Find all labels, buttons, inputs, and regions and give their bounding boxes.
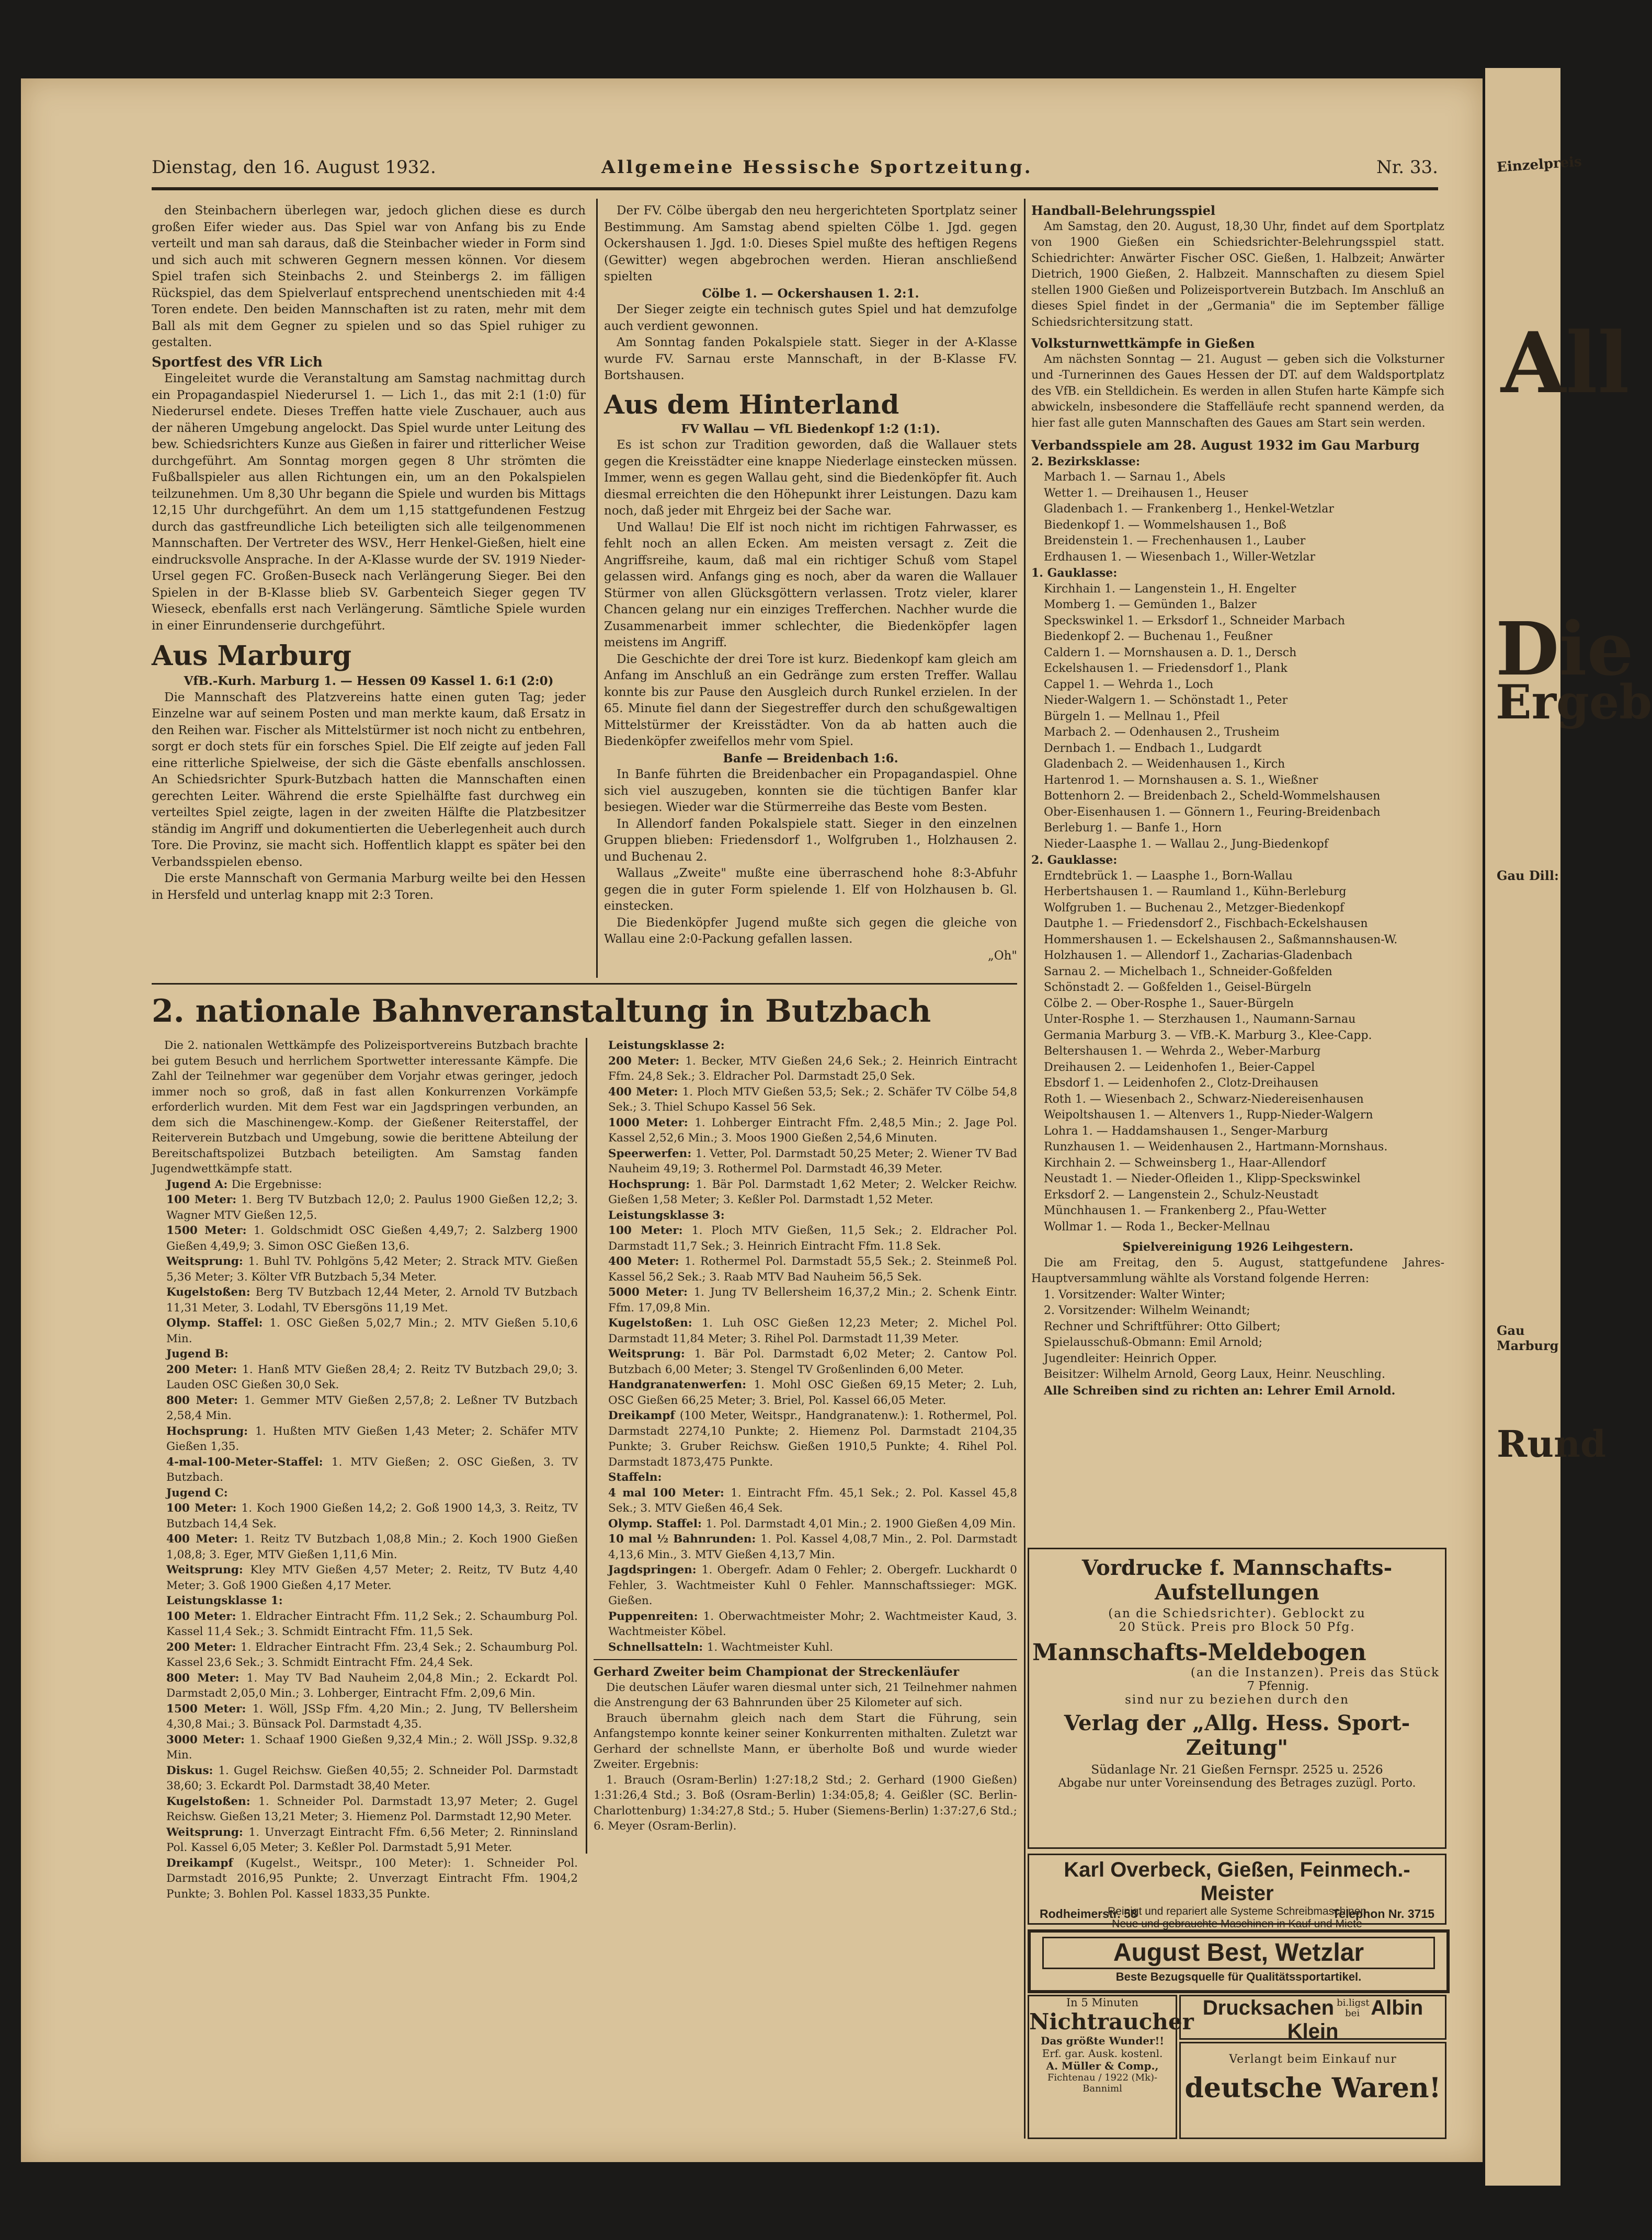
- facing-page-headline: Ergeb: [1496, 675, 1652, 730]
- author-signature: „Oh": [987, 948, 1017, 963]
- facing-page-section: Gau Dill:: [1497, 868, 1559, 883]
- result-entry: [152, 1192, 578, 1223]
- result-entry: [152, 1424, 578, 1455]
- result-event: 800 Meter:: [166, 1671, 247, 1685]
- result-text: 1. OSC Gießen 5,02,7 Min.; 2. MTV Gießen 5.10,6 Min.: [166, 1317, 578, 1345]
- result-text: 1. Pol. Darmstadt 4,01 Min.; 2. 1900 Gießen 4,09 Min.: [705, 1517, 1016, 1530]
- result-event: 1500 Meter:: [166, 1224, 254, 1237]
- ad-deutsche-waren: [1179, 2042, 1446, 2139]
- result-event: 200 Meter:: [166, 1640, 241, 1654]
- result-text: 1. Pol. Kassel 4,08,7 Min., 2. Pol. Darmstadt 4,13,6 Min., 3. MTV Gießen 4,13,7 Min.: [608, 1533, 1017, 1561]
- result-event: Dreikampf: [166, 1856, 246, 1870]
- result-event: 100 Meter:: [166, 1609, 241, 1623]
- result-entry: [594, 1316, 1017, 1346]
- article-paragraph: Am nächsten Sonntag — 21. August — geben sich die Volksturner und -Turnerinnen des Gaues Hessen der DT. auf dem Waldsportplatz des VfB. ein Stelldichein. Es werden in allen Stufen harte Kämpfe sich abwickeln, insbesondere die Staffelläufe recht spannend werden, da hier fast alle guten Mannschaften des Gaues am Start sein werden.: [1031, 352, 1444, 430]
- league-heading: 2. Gauklasse:: [1031, 853, 1118, 867]
- article-paragraph: Die am Freitag, den 5. August, stattgefundene Jahres-Hauptversammlung wählte als Vorstand folgende Herren:: [1031, 1256, 1444, 1285]
- ad-text: In 5 Minuten: [1066, 1996, 1139, 2009]
- result-event: Jagdspringen:: [608, 1563, 702, 1576]
- result-entry: [594, 1054, 1017, 1084]
- result-entry: [152, 1732, 578, 1763]
- result-entry: [152, 1393, 578, 1424]
- result-entry: [594, 1470, 1017, 1485]
- ad-text: Verlangt beim Einkauf nur: [1229, 2053, 1397, 2066]
- list-item: Kirchhain 1. — Langenstein 1., H. Engelter: [1044, 582, 1296, 596]
- result-text: 1. Rothermel Pol. Darmstadt 55,5 Sek.; 2. Steinmeß Pol. Kassel 56,2 Sek.; 3. Raab MTV Bad Nauheim 56,5 Sek.: [608, 1255, 1018, 1284]
- ad-nichtraucher: [1028, 1995, 1194, 2139]
- result-entry: [152, 1763, 578, 1794]
- result-text: 1. May TV Bad Nauheim 2,04,8 Min.; 2. Eckardt Pol. Darmstadt 2,05,0 Min.; 3. Lohberger, Eintracht Ffm. 2,09,6 Min.: [166, 1671, 578, 1700]
- ad-text: bi.ligst bei: [1337, 1997, 1370, 2019]
- list-item: Kirchhain 2. — Schweinsberg 1., Haar-Allendorf: [1044, 1156, 1326, 1170]
- result-text: Berg TV Butzbach 12,44 Meter, 2. Arnold TV Butzbach 11,31 Meter, 3. Lodahl, TV Ebersgöns 11,19 Met.: [166, 1286, 578, 1315]
- list-item: Dreihausen 2. — Leidenhofen 1., Beier-Cappel: [1044, 1060, 1315, 1074]
- result-event: Olymp. Staffel:: [166, 1317, 270, 1330]
- result-text: Kley MTV Gießen 4,57 Meter; 2. Reitz, TV Butz 4,40 Meter; 3. Goß 1900 Gießen 4,17 Meter.: [166, 1563, 578, 1592]
- list-item: Sarnau 2. — Michelbach 1., Schneider-Goßfelden: [1044, 965, 1332, 978]
- result-text: 1. Bär Pol. Darmstadt 6,02 Meter; 2. Cantow Pol. Butzbach 6,00 Meter; 3. Stengel TV Großenlinden 6,00 Meter.: [608, 1347, 1018, 1376]
- list-item: Herbertshausen 1. — Raumland 1., Kühn-Berleburg: [1044, 885, 1347, 898]
- ad-text: Fichtenau / 1922 (Mk)-Banniml: [1047, 2072, 1158, 2094]
- result-event: Handgranatenwerfen:: [608, 1378, 754, 1391]
- list-item: Dautphe 1. — Friedensdorf 2., Fischbach-Eckelshausen: [1044, 917, 1368, 930]
- list-item: Dernbach 1. — Endbach 1., Ludgardt: [1044, 741, 1262, 755]
- list-item: Wollmar 1. — Roda 1., Becker-Mellnau: [1044, 1220, 1270, 1233]
- result-entry: [152, 1485, 578, 1501]
- result-text: 1. Berg TV Butzbach 12,0; 2. Paulus 1900 Gießen 12,2; 3. Wagner MTV Gießen 12,5.: [166, 1193, 578, 1222]
- list-item: Bottenhorn 2. — Breidenbach 2., Scheld-Wommelshausen: [1044, 790, 1381, 803]
- list-item: 1. Vorsitzender: Walter Winter;: [1044, 1288, 1226, 1301]
- result-entry: [594, 1485, 1017, 1516]
- result-event: Weitsprung:: [166, 1255, 248, 1268]
- result-event: Staffeln:: [608, 1471, 662, 1484]
- article-paragraph: In Banfe führten die Breidenbacher ein Propagandaspiel. Ohne sich viel auszugeben, konnten sie die tüchtigen Banfer klar besiegen. Wieder war die Stürmerreihe das Beste vom Besten.: [604, 768, 1017, 814]
- result-text: 1. Schneider Pol. Darmstadt 13,97 Meter; 2. Gugel Reichsw. Gießen 13,21 Meter; 3. Hiemenz Pol. Darmstadt 12,90 Meter.: [166, 1795, 578, 1823]
- list-item: Biedenkopf 2. — Buchenau 1., Feußner: [1044, 630, 1273, 643]
- ad-address: Südanlage Nr. 21 Gießen Fernspr. 2525 u. 2526: [1091, 1763, 1383, 1777]
- result-event: Kugelstoßen:: [166, 1795, 259, 1808]
- ad-title: Verlag der „Allg. Hess. Sport-Zeitung": [1064, 1711, 1410, 1760]
- article-paragraph: Wallaus „Zweite" mußte eine überraschend hohe 8:3-Abfuhr gegen die in guter Form spielende 1. Elf von Holzhausen b. Gl. einstecken.: [604, 866, 1017, 913]
- list-item: Germania Marburg 3. — VfB.-K. Marburg 3., Klee-Capp.: [1044, 1028, 1372, 1042]
- result-entry: [152, 1794, 578, 1825]
- list-item: Cappel 1. — Wehrda 1., Loch: [1044, 678, 1214, 691]
- result-event: Leistungsklasse 2:: [608, 1039, 725, 1052]
- result-entry: [594, 1115, 1017, 1146]
- result-event: 3000 Meter:: [166, 1733, 250, 1746]
- ad-text: (an die Instanzen). Preis das Stück: [1190, 1666, 1440, 1679]
- result-text: 1. Obergefr. Adam 0 Fehler; 2. Obergefr. Luckhardt 0 Fehler, 3. Wachtmeister Kuhl 0 Fehler. Mannschaftssieger: MGK. Gießen.: [608, 1563, 1017, 1607]
- article-heading: Handball-Belehrungsspiel: [1031, 203, 1216, 218]
- result-event: 4-mal-100-Meter-Staffel:: [166, 1455, 332, 1469]
- ad-text: Erf. gar. Ausk. kostenl.: [1042, 2047, 1163, 2060]
- column-divider: [1024, 199, 1026, 2139]
- result-entry: [594, 1285, 1017, 1316]
- bahn-headline: 2. nationale Bahnveranstaltung in Butzbach: [152, 993, 931, 1030]
- article-paragraph: Am Sonntag fanden Pokalspiele statt. Sieger in der A-Klasse wurde FV. Sarnau erste Mannschaft, in der B-Klasse FV. Bortshausen.: [604, 336, 1017, 382]
- result-event: 100 Meter:: [166, 1502, 242, 1515]
- result-entry: [152, 1177, 578, 1193]
- list-item: Nieder-Laasphe 1. — Wallau 2., Jung-Biedenkopf: [1044, 837, 1328, 851]
- ad-text: Reinigt und repariert alle Systeme Schreibmaschinen: [1108, 1905, 1366, 1917]
- article-heading: Sportfest des VfR Lich: [152, 354, 323, 370]
- ad-title: Mannschafts-Meldebogen: [1032, 1639, 1366, 1666]
- list-item: Bürgeln 1. — Mellnau 1., Pfeil: [1044, 710, 1220, 723]
- result-entry: [152, 1285, 578, 1316]
- list-item: Marbach 2. — Odenhausen 2., Trusheim: [1044, 726, 1280, 739]
- list-item: Nieder-Walgern 1. — Schönstadt 1., Peter: [1044, 694, 1288, 707]
- issue-date: Dienstag, den 16. August 1932.: [152, 157, 436, 178]
- facing-page-section: Gau Marburg: [1497, 1323, 1559, 1353]
- result-event: Leistungsklasse 3:: [608, 1208, 725, 1222]
- result-entry: [152, 1455, 578, 1485]
- article-paragraph: Die erste Mannschaft von Germania Marburg weilte bei den Hessen in Hersfeld und unterlag knapp mit 2:3 Toren.: [152, 872, 586, 902]
- result-event: 400 Meter:: [608, 1085, 682, 1099]
- article-column-2: [604, 203, 1017, 964]
- issue-number: Nr. 33.: [1376, 157, 1438, 178]
- list-item: Hartenrod 1. — Mornshausen a. S. 1., Wießner: [1044, 773, 1318, 787]
- result-event: 1000 Meter:: [608, 1116, 695, 1129]
- result-event: Weitsprung:: [166, 1825, 249, 1839]
- result-text: 1. Koch 1900 Gießen 14,2; 2. Goß 1900 14,3, 3. Reitz, TV Butzbach 14,4 Sek.: [166, 1502, 578, 1530]
- result-text: 1. Buhl TV. Pohlgöns 5,42 Meter; 2. Strack MTV. Gießen 5,36 Meter; 3. Költer VfR Butzbach 5,34 Meter.: [166, 1255, 578, 1284]
- article-paragraph: Eingeleitet wurde die Veranstaltung am Samstag nachmittag durch ein Propagandaspiel Niederursel 1. — Lich 1., das mit 2:1 (1:0) für Niederursel endete. Dieses Treffen hatte viele Zuschauer, auch aus der näheren Umgebung angelockt. Das Spiel wurde unter Leitung des bew. Schiedsrichters Kunze aus Gießen in fairer und ritterlicher Weise durchgeführt. Am Sonntag morgen gegen 8 Uhr strömten die Fußballspieler aus allen Richtungen ein, um an den Pokalspielen teilzunehmen. Um 8,30 Uhr begann die Spiele und wurden bis Mittags 12,15 Uhr durchgeführt. An dem um 1,15 stattgefundenen Festzug durch das gastfreundliche Lich beteiligten sich alle teilgenommenen Mannschaften. Der Vertreter des WSV., Herr Henkel-Gießen, hielt eine eindrucksvolle Ansprache. In der A-Klasse wurde der SV. 1919 Nieder-Ursel gegen FC. Großen-Buseck nach Verlängerung Sieger. Bei den Spielen in der B-Klasse blieb SV. Garbenteich Sieger gegen TV Wieseck, ebenfalls erst nach Verlängerung. Sämtliche Spiele wurden in einer Einrundenserie durchgeführt.: [152, 372, 586, 633]
- result-text: 1. Lohberger Eintracht Ffm. 2,48,5 Min.; 2. Jage Pol. Kassel 2,52,6 Min.; 3. Moos 1900 Gießen 2,54,6 Minuten.: [608, 1116, 1017, 1145]
- results-list: [152, 1177, 578, 1902]
- ad-phone: Telephon Nr. 3715: [1332, 1907, 1434, 1921]
- result-text: 1. Luh OSC Gießen 12,23 Meter; 2. Michel Pol. Darmstadt 11,84 Meter; 3. Rihel Pol. Darmstadt 11,39 Meter.: [608, 1317, 1017, 1345]
- ad-address: Rodheimerstr. 58: [1040, 1907, 1137, 1921]
- result-entry: [152, 1223, 578, 1254]
- column-divider: [596, 199, 598, 978]
- result-entry: [152, 1501, 578, 1532]
- result-entry: [152, 1346, 578, 1362]
- list-item: Holzhausen 1. — Allendorf 1., Zacharias-Gladenbach: [1044, 949, 1353, 962]
- list-item: Gladenbach 1. — Frankenberg 1., Henkel-Wetzlar: [1044, 502, 1334, 516]
- result-text: 1. Eldracher Eintracht Ffm. 11,2 Sek.; 2. Schaumburg Pol. Kassel 11,4 Sek.; 3. Schmidt Eintracht Ffm. 11,5 Sek.: [166, 1609, 578, 1638]
- list-item: Erdhausen 1. — Wiesenbach 1., Willer-Wetzlar: [1044, 550, 1316, 564]
- result-entry: [594, 1177, 1017, 1208]
- result-text: 1. Oberwachtmeister Mohr; 2. Wachtmeister Kaud, 3. Wachtmeister Köbel.: [608, 1609, 1017, 1638]
- list-item: Unter-Rosphe 1. — Sterzhausen 1., Naumann-Sarnau: [1044, 1013, 1356, 1026]
- list-item: Ober-Eisenhausen 1. — Gönnern 1., Feuring-Breidenbach: [1044, 805, 1381, 819]
- article-paragraph: Brauch übernahm gleich nach dem Start die Führung, sein Anfangstempo konnte keiner seiner Konkurrenten mithalten. Zuletzt war Gerhard der schnellste Mann, er überholte Boß und wurde wieder Zweiter. Ergebnis:: [594, 1711, 1017, 1771]
- result-event: 200 Meter:: [166, 1363, 243, 1376]
- result-text: 1. Goldschmidt OSC Gießen 4,49,7; 2. Salzberg 1900 Gießen 4,49,9; 3. Simon OSC Gießen 13,6.: [166, 1224, 578, 1253]
- ad-text: (an die Schiedsrichter). Geblockt zu: [1108, 1607, 1366, 1620]
- list-item: Hommershausen 1. — Eckelshausen 2., Saßmannshausen-W.: [1044, 933, 1398, 946]
- result-entry: [594, 1640, 1017, 1655]
- article-column-3: [1031, 203, 1444, 1399]
- match-result: Banfe — Breidenbach 1:6.: [723, 751, 898, 765]
- list-item: Neustadt 1. — Nieder-Ofleiden 1., Klipp-Speckswinkel: [1044, 1172, 1361, 1185]
- list-item: Rechner und Schriftführer: Otto Gilbert;: [1044, 1320, 1281, 1333]
- result-event: 1500 Meter:: [166, 1702, 253, 1716]
- ad-publisher-forms: [1028, 1548, 1446, 1849]
- list-item: Beisitzer: Wilhelm Arnold, Georg Laux, Heinr. Neuschling.: [1044, 1368, 1385, 1381]
- ad-text: 7 Pfennig.: [1247, 1679, 1309, 1693]
- result-text: 1. Eintracht Ffm. 45,1 Sek.; 2. Pol. Kassel 45,8 Sek.; 3. MTV Gießen 46,4 Sek.: [608, 1486, 1017, 1515]
- result-event: Kugelstoßen:: [608, 1317, 702, 1330]
- article-paragraph: Es ist schon zur Tradition geworden, daß die Wallauer stets gegen die Kreisstädter eine knappe Niederlage einstecken müssen. Immer, wenn es gegen Wallau geht, sind die Biedenköpfer fit. Auch diesmal erreichten die den Höhepunkt ihrer Leistungen. Dazu kam noch, daß jeder mit Ehrgeiz bei der Sache war.: [604, 438, 1017, 518]
- result-event: Weitsprung:: [166, 1563, 250, 1576]
- result-text: 1. Unverzagt Eintracht Ffm. 6,56 Meter; 2. Rinninsland Pol. Kassel 6,05 Meter; 3. Keßler Pol. Darmstadt 5,91 Meter.: [166, 1825, 578, 1854]
- result-text: 1. MTV Gießen; 2. OSC Gießen, 3. TV Butzbach.: [166, 1455, 578, 1484]
- result-event: Jugend A:: [166, 1178, 232, 1191]
- result-event: 400 Meter:: [608, 1255, 685, 1268]
- result-entry: [594, 1346, 1017, 1377]
- ad-title: August Best, Wetzlar: [1113, 1939, 1364, 1967]
- result-entry: [594, 1146, 1017, 1177]
- fixture-list: [1031, 581, 1444, 853]
- result-event: Speerwerfen:: [608, 1147, 696, 1160]
- result-entry: [152, 1701, 578, 1732]
- result-entry: [594, 1254, 1017, 1285]
- list-item: 2. Vorsitzender: Wilhelm Weinandt;: [1044, 1304, 1250, 1317]
- result-event: Weitsprung:: [608, 1347, 694, 1361]
- article-heading: Gerhard Zweiter beim Championat der Streckenläufer: [594, 1665, 960, 1679]
- result-entry: [152, 1362, 578, 1393]
- result-event: Jugend C:: [166, 1486, 228, 1500]
- ad-text: Beste Bezugsquelle für Qualitätssportartikel.: [1115, 1970, 1362, 1983]
- match-result: VfB.-Kurh. Marburg 1. — Hessen 09 Kassel 1. 6:1 (2:0): [184, 674, 554, 688]
- result-text: (100 Meter, Weitspr., Handgranatenw.): 1. Rothermel, Pol. Darmstadt 2274,10 Punkte; 2. Hiemenz Pol. Darmstadt 2104,35 Punkte; 3. Gruber Reichsw. Gießen 1910,5 Punkte; 4. Rihel Pol. Darmstadt 1873,475 Punkte.: [608, 1409, 1017, 1469]
- facing-page-header: Einzelpreis: [1496, 154, 1582, 176]
- result-text: 1. Gemmer MTV Gießen 2,57,8; 2. Leßner TV Butzbach 2,58,4 Min.: [166, 1393, 578, 1422]
- result-text: 1. Ploch MTV Gießen 53,5; Sek.; 2. Schäfer TV Cölbe 54,8 Sek.; 3. Thiel Schupo Kassel 56 Sek.: [608, 1085, 1018, 1114]
- result-text: 1. Jung TV Bellersheim 16,37,2 Min.; 2. Schenk Eintr. Ffm. 17,09,8 Min.: [608, 1286, 1017, 1315]
- ad-overbeck: [1028, 1854, 1446, 1930]
- list-item: Erksdorf 2. — Langenstein 2., Schulz-Neustadt: [1044, 1188, 1319, 1202]
- result-entry: [594, 1562, 1017, 1609]
- list-item: Wolfgruben 1. — Buchenau 2., Metzger-Biedenkopf: [1044, 901, 1345, 915]
- facing-page-headline: Die: [1496, 607, 1634, 692]
- match-result: FV Wallau — VfL Biedenkopf 1:2 (1:1).: [681, 421, 940, 436]
- result-event: Jugend B:: [166, 1347, 229, 1361]
- league-heading: 1. Gauklasse:: [1031, 566, 1118, 580]
- result-entry: [594, 1377, 1017, 1408]
- result-text: 1. Schaaf 1900 Gießen 9,32,4 Min.; 2. Wöll JSSp. 9.32,8 Min.: [166, 1733, 578, 1762]
- result-entry: [152, 1671, 578, 1701]
- list-item: Cölbe 2. — Ober-Rosphe 1., Sauer-Bürgeln: [1044, 997, 1294, 1010]
- result-text: 1. Vetter, Pol. Darmstadt 50,25 Meter; 2. Wiener TV Bad Nauheim 49,19; 3. Rothermel Pol. Darmstadt 46,39 Meter.: [608, 1147, 1017, 1175]
- list-item: Breidenstein 1. — Frechenhausen 1., Lauber: [1044, 534, 1306, 547]
- result-text: 1. Hanß MTV Gießen 28,4; 2. Reitz TV Butzbach 29,0; 3. Lauden OSC Gießen 30,0 Sek.: [166, 1363, 578, 1391]
- ad-title: Drucksachen: [1202, 1996, 1335, 2019]
- list-item: Roth 1. — Wiesenbach 2., Schwarz-Niedereisenhausen: [1044, 1092, 1364, 1106]
- result-text: 1. Wachtmeister Kuhl.: [707, 1640, 834, 1654]
- ad-title: deutsche Waren!: [1184, 2072, 1441, 2104]
- column-divider: [586, 1038, 587, 1854]
- result-event: 800 Meter:: [166, 1393, 244, 1407]
- result-event: Kugelstoßen:: [166, 1286, 256, 1299]
- article-paragraph: den Steinbachern überlegen war, jedoch glichen diese es durch großen Eifer wieder aus. Das Spiel war von Anfang bis zu Ende verteilt und man sah daraus, daß die Steinbacher wieder in Form sind und sich auch mit schweren Gegnern messen können. Vor diesem Spiel trafen sich Steinbachs 2. und Steinbergs 2. im fälligen Rückspiel, das dem Spielverlauf entsprechend unentschieden mit 4:4 Toren endete. Den beiden Mannschaften ist zu raten, mehr mit dem Ball als mit dem Gegner zu spielen und so das Spiel ruhiger zu gestalten.: [152, 204, 586, 349]
- result-event: Hochsprung:: [166, 1424, 256, 1438]
- article-paragraph: Der FV. Cölbe übergab den neu hergerichteten Sportplatz seiner Bestimmung. Am Samstag abend spielten Cölbe 1. Jgd. gegen Ockershausen 1. Jgd. 1:0. Dieses Spiel mußte des heftigen Regens (Gewitter) wegen abgebrochen werden. Hieran anschließend spielten: [604, 204, 1017, 283]
- result-entry: [152, 1856, 578, 1902]
- ad-text: Das größte Wunder!!: [1040, 2035, 1165, 2047]
- result-entry: [152, 1825, 578, 1856]
- result-entry: [594, 1408, 1017, 1470]
- result-event: Hochsprung:: [608, 1178, 696, 1191]
- article-paragraph: Die 2. nationalen Wettkämpfe des Polizeisportvereins Butzbach brachte bei gutem Besuch und herrlichem Sportwetter interessante Kämpfe. Die Zahl der Teilnehmer war gegenüber dem Vorjahr etwas geringer, jedoch immer noch so groß, daß in fast allen Konkurrenzen Vorkämpfe erforderlich wurden. Mit dem Fest war ein Jagdspringen verbunden, an dem sich die Maschinengew.-Komp. der Gießener Reiterstaffel, der Reiterverein Butzbach und Umgebung, sowie die berittene Abteilung der Bereitschaftspolizei Butzbach beteiligten. Am Samstag fanden Jugendwettkämpfe statt.: [152, 1039, 578, 1175]
- ad-text: 20 Stück. Preis pro Block 50 Pfg.: [1119, 1620, 1355, 1634]
- facing-page-section: Rund: [1497, 1422, 1606, 1466]
- result-event: Puppenreiten:: [608, 1609, 703, 1623]
- fixture-list: [1031, 868, 1444, 1236]
- article-paragraph: 1. Brauch (Osram-Berlin) 1:27:18,2 Std.; 2. Gerhard (1900 Gießen) 1:31:26,4 Std.; 3. Boß (Osram-Berlin) 1:34:05,8; 4. Geißler (SC. Berlin-Charlottenburg) 1:34:27,8 Std.; 5. Huber (Siemens-Berlin) 1:37:27,6 Std.; 6. Meyer (Osram-Berlin).: [594, 1773, 1017, 1833]
- result-entry: [152, 1640, 578, 1671]
- article-paragraph: Die deutschen Läufer waren diesmal unter sich, 21 Teilnehmer nahmen die Anstrengung der 63 Bahnrunden über 25 Kilometer auf sich.: [594, 1681, 1017, 1709]
- article-paragraph: Die Mannschaft des Platzvereins hatte einen guten Tag; jeder Einzelne war auf seinem Posten und man merkte kaum, daß Ersatz in den Reihen war. Fischer als Mittelstürmer ist noch nicht zu entbehren, sorgt er doch stets für ein forsches Spiel. Die Elf zeigte auf jeden Fall eine ritterliche Spielweise, der sich die Gäste ebenfalls anschlossen. An Schiedsrichter Spurk-Butzbach hatten die Mannschaften einen gerechten Leiter. Während die erste Spielhälfte fast durchweg ein verteiltes Spiel zeigte, lagen in der zweiten Hälfte die Platzbesitzer ständig im Angriff und dokumentierten die Ueberlegenheit auch durch Tore. Die Provinz, sie macht sich. Hoffentlich klappt es später bei den Verbandsspielen ebenso.: [152, 690, 586, 869]
- result-text: 1. Eldracher Eintracht Ffm. 23,4 Sek.; 2. Schaumburg Pol. Kassel 23,6 Sek.; 3. Schmidt Eintracht Ffm. 24,4 Sek.: [166, 1640, 578, 1669]
- ad-title: Albin Klein: [1287, 1996, 1423, 2043]
- list-item: Erndtebrück 1. — Laasphe 1., Born-Wallau: [1044, 869, 1293, 883]
- result-text: 1. Ploch MTV Gießen, 11,5 Sek.; 2. Eldracher Pol. Darmstadt 11,7 Sek.; 3. Heinrich Eintracht Ffm. 11.8 Sek.: [608, 1224, 1018, 1253]
- result-event: Schnellsatteln:: [608, 1640, 707, 1654]
- section-rule: [594, 1659, 1017, 1660]
- result-event: 400 Meter:: [166, 1533, 244, 1546]
- list-item: Jugendleiter: Heinrich Opper.: [1044, 1352, 1217, 1365]
- article-paragraph: Am Samstag, den 20. August, 18,30 Uhr, findet auf dem Sportplatz von 1900 Gießen ein Schiedsrichter-Belehrungsspiel statt. Schiedrichter: Anwärter Fischer OSC. Gießen, 1. Halbzeit; Anwärter Dietrich, 1900 Gießen, 2. Halbzeit. Mannschaften zu diesem Spiel stellen 1900 Gießen und Polizeisportverein Butzbach. Im Anschluß an dieses Spiel findet in der „Germania" die im September fällige Schiedsrichtersitzung statt.: [1031, 220, 1444, 329]
- article-paragraph: Alle Schreiben sind zu richten an: Lehrer Emil Arnold.: [1044, 1384, 1396, 1398]
- list-item: Eckelshausen 1. — Friedensdorf 1., Plank: [1044, 662, 1288, 675]
- result-entry: [152, 1316, 578, 1346]
- list-item: Speckswinkel 1. — Erksdorf 1., Schneider Marbach: [1044, 614, 1345, 627]
- result-entry: [152, 1593, 578, 1609]
- ad-albin-klein: [1179, 1995, 1446, 2043]
- result-event: 100 Meter:: [608, 1224, 692, 1237]
- article-paragraph: Die Geschichte der drei Tore ist kurz. Biedenkopf kam gleich am Anfang im Anschluß an ein Gedränge zum ersten Treffer. Wallau konnte bis zur Pause den Ausgleich durch Runkel erzielen. In der 65. Minute fiel dann der Siegestreffer durch den schußgewaltigen Mittelstürmer der Kreisstädter. Von da ab hatten auch die Biedenköpfer zweifellos mehr vom Spiel.: [604, 652, 1017, 748]
- article-column-1: [152, 203, 586, 904]
- list-item: Weipoltshausen 1. — Altenvers 1., Rupp-Nieder-Walgern: [1044, 1108, 1373, 1122]
- list-item: Beltershausen 1. — Wehrda 2., Weber-Marburg: [1044, 1045, 1321, 1058]
- section-heading: Aus Marburg: [152, 640, 352, 672]
- ad-august-best: [1028, 1929, 1450, 1993]
- article-heading: Volksturnwettkämpfe in Gießen: [1031, 336, 1255, 351]
- result-entry: [594, 1609, 1017, 1640]
- ad-text: Neue und gebrauchte Maschinen in Kauf und Miete: [1112, 1918, 1362, 1930]
- list-item: Marbach 1. — Sarnau 1., Abels: [1044, 471, 1226, 484]
- result-event: Leistungsklasse 1:: [166, 1594, 283, 1607]
- list-item: Biedenkopf 1. — Wommelshausen 1., Boß: [1044, 518, 1286, 532]
- result-text: 1. Wöll, JSSp Ffm. 4,20 Min.; 2. Jung, TV Bellersheim 4,30,8 Mai.; 3. Bünsack Pol. Darmstadt 4,35.: [166, 1702, 578, 1731]
- ad-title: Nichtraucher: [1029, 2009, 1194, 2035]
- article-paragraph: In Allendorf fanden Pokalspiele statt. Sieger in den einzelnen Gruppen blieben: Friedensdorf 1., Wolfgruben 1., Holzhausen 2. und Buchenau 2.: [604, 817, 1017, 864]
- result-text: 1. Gugel Reichsw. Gießen 40,55; 2. Schneider Pol. Darmstadt 38,60; 3. Eckardt Pol. Darmstadt 38,40 Meter.: [166, 1764, 578, 1792]
- ad-title: Karl Overbeck, Gießen, Feinmech.-Meister: [1064, 1858, 1410, 1905]
- list-item: Momberg 1. — Gemünden 1., Balzer: [1044, 598, 1257, 611]
- newspaper-title: Allgemeine Hessische Sportzeitung.: [601, 157, 1033, 178]
- ad-text: sind nur zu beziehen durch den: [1125, 1693, 1349, 1707]
- match-result: Cölbe 1. — Ockershausen 1. 2:1.: [702, 286, 919, 301]
- result-entry: [594, 1223, 1017, 1254]
- result-entry: [594, 1516, 1017, 1532]
- section-heading: Aus dem Hinterland: [604, 388, 899, 420]
- result-entry: [152, 1562, 578, 1593]
- list-item: Caldern 1. — Mornshausen a. D. 1., Dersch: [1044, 646, 1297, 659]
- result-event: 4 mal 100 Meter:: [608, 1486, 731, 1500]
- result-entry: [594, 1532, 1017, 1562]
- result-entry: [594, 1038, 1017, 1054]
- section-rule: [152, 983, 1017, 985]
- result-event: 200 Meter:: [608, 1054, 686, 1068]
- ad-title: Vordrucke f. Mannschafts-Aufstellungen: [1081, 1556, 1393, 1605]
- header-rule: [152, 187, 1438, 190]
- list-item: Gladenbach 2. — Weidenhausen 1., Kirch: [1044, 758, 1285, 771]
- ad-text: Abgabe nur unter Voreinsendung des Betrages zuzügl. Porto.: [1058, 1777, 1416, 1790]
- result-text: (Kugelst., Weitspr., 100 Meter): 1. Schneider Pol. Darmstadt 2016,95 Punkte; 2. Unverzagt Eintracht Ffm. 1904,2 Punkte; 3. Bohlen Pol. Kassel 1833,35 Punkte.: [166, 1856, 578, 1901]
- result-text: Die Ergebnisse:: [231, 1178, 322, 1191]
- page-header: [152, 157, 1438, 183]
- article-heading: Verbandsspiele am 28. August 1932 im Gau Marburg: [1031, 438, 1420, 453]
- result-event: Olymp. Staffel:: [608, 1517, 706, 1530]
- result-text: 1. Mohl OSC Gießen 69,15 Meter; 2. Luh, OSC Gießen 66,25 Meter; 3. Briel, Pol. Kassel 66,05 Meter.: [608, 1378, 1017, 1407]
- list-item: Ebsdorf 1. — Leidenhofen 2., Clotz-Dreihausen: [1044, 1077, 1319, 1090]
- result-entry: [594, 1084, 1017, 1115]
- article-paragraph: Die Biedenköpfer Jugend mußte sich gegen die gleiche von Wallau eine 2:0-Packung gefallen lassen.: [604, 916, 1017, 946]
- board-list: [1031, 1287, 1444, 1383]
- article-paragraph: Und Wallau! Die Elf ist noch nicht im richtigen Fahrwasser, es fehlt noch an allen Ecken. Am meisten versagt z. Zeit die Angriffsreihe, kaum, daß mal ein richtiger Schuß vom Stapel gelassen wird. Anfangs ging es noch, aber da waren die Wallauer Stürmer von allen Glücksgöttern verlassen. Trotz vieler, klarer Chancen gelang nur ein einziges Trefferchen. Nachher wurde die Zusammenarbeit immer schlechter, die Biedenköpfer lagen meistens im Angriff.: [604, 520, 1017, 649]
- league-heading: 2. Bezirksklasse:: [1031, 454, 1141, 468]
- result-text: 1. Reitz TV Butzbach 1,08,8 Min.; 2. Koch 1900 Gießen 1,08,8; 3. Eger, MTV Gießen 1,11,6 Min.: [166, 1533, 578, 1561]
- list-item: Berleburg 1. — Banfe 1., Horn: [1044, 821, 1222, 835]
- result-entry: [594, 1208, 1017, 1224]
- bahn-column-left: [152, 1038, 578, 1902]
- ad-text: A. Müller & Comp.,: [1046, 2060, 1159, 2072]
- article-paragraph: Der Sieger zeigte ein technisch gutes Spiel und hat demzufolge auch verdient gewonnen.: [604, 303, 1017, 333]
- facing-page-headline: All: [1501, 314, 1630, 412]
- result-event: Diskus:: [166, 1764, 219, 1777]
- result-entry: [152, 1609, 578, 1640]
- article-heading: Spielvereinigung 1926 Leihgestern.: [1122, 1240, 1353, 1254]
- result-event: Dreikampf: [608, 1409, 680, 1422]
- fixture-list: [1031, 470, 1444, 565]
- list-item: Lohra 1. — Haddamshausen 1., Senger-Marburg: [1044, 1124, 1328, 1138]
- result-text: 1. Hußten MTV Gießen 1,43 Meter; 2. Schäfer MTV Gießen 1,35.: [166, 1424, 578, 1453]
- result-event: 5000 Meter:: [608, 1286, 694, 1299]
- list-item: Münchhausen 1. — Frankenberg 2., Pfau-Wetter: [1044, 1204, 1327, 1217]
- list-item: Spielausschuß-Obmann: Emil Arnold;: [1044, 1336, 1263, 1349]
- result-event: 10 mal ½ Bahnrunden:: [608, 1533, 761, 1546]
- result-text: 1. Becker, MTV Gießen 24,6 Sek.; 2. Heinrich Eintracht Ffm. 24,8 Sek.; 3. Eldracher Pol. Darmstadt 25,0 Sek.: [608, 1054, 1018, 1083]
- result-event: 100 Meter:: [166, 1193, 242, 1206]
- bahn-column-right: [594, 1038, 1017, 1834]
- list-item: Runzhausen 1. — Weidenhausen 2., Hartmann-Mornshaus.: [1044, 1140, 1388, 1153]
- results-list: [594, 1038, 1017, 1655]
- result-entry: [152, 1532, 578, 1562]
- list-item: Wetter 1. — Dreihausen 1., Heuser: [1044, 486, 1248, 500]
- result-entry: [152, 1254, 578, 1285]
- list-item: Schönstadt 2. — Goßfelden 1., Geisel-Bürgeln: [1044, 981, 1312, 994]
- result-text: 1. Bär Pol. Darmstadt 1,62 Meter; 2. Welcker Reichw. Gießen 1,58 Meter; 3. Keßler Pol. Darmstadt 1,52 Meter.: [608, 1178, 1017, 1206]
